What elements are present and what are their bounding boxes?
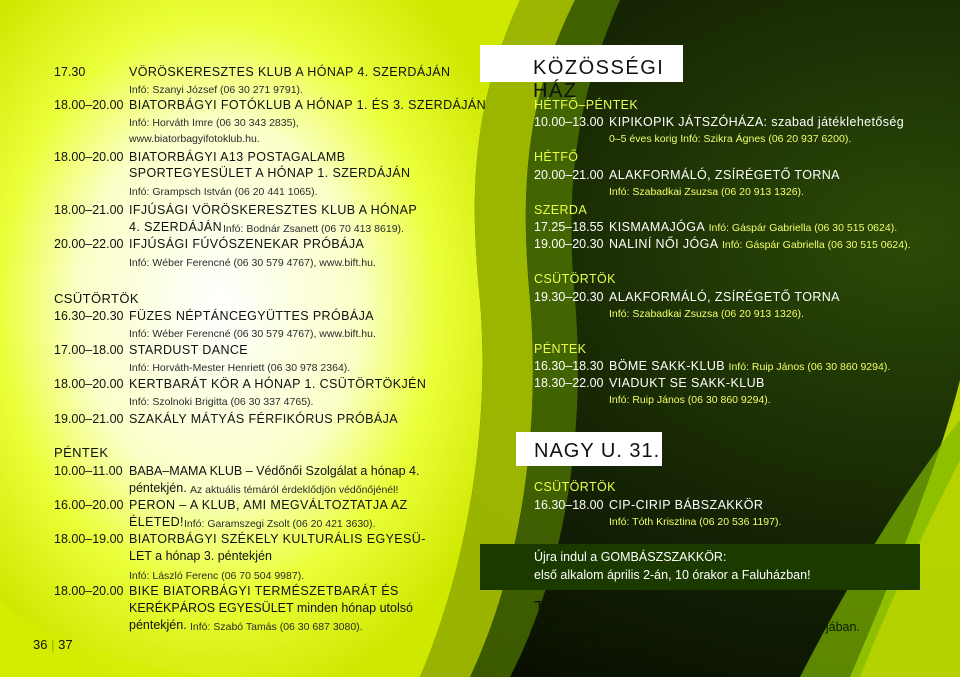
event-info: Infó: Bodnár Zsanett (06 70 413 8619). (223, 223, 404, 235)
event-info: Infó: Szolnoki Brigitta (06 30 337 4765). (129, 396, 314, 408)
list-item (534, 168, 944, 202)
event-title: VIADUKT SE SAKK-KLUB (609, 376, 765, 390)
event-title: BIATORBÁGYI FOTÓKLUB A HÓNAP 1. ÉS 3. SZERDÁJÁN (129, 98, 487, 112)
event-title-line (609, 237, 911, 251)
event-title-rest: szabad játéklehetőség (767, 115, 905, 129)
day-heading: SZERDA (534, 203, 588, 217)
event-time: 18.30–22.00 (534, 376, 604, 390)
event-title: NALINÍ NŐI JÓGA (609, 237, 719, 251)
event-title: IFJÚSÁGI FÚVÓSZENEKAR PRÓBÁJA (129, 237, 365, 251)
event-title (609, 115, 904, 129)
event-info: Infó: Szanyi József (06 30 271 9791). (129, 84, 303, 96)
list-item (54, 411, 464, 429)
page-number-separator: | (51, 637, 55, 652)
day-heading: PÉNTEK (534, 342, 587, 356)
event-title: KERTBARÁT KÖR A HÓNAP 1. CSÜTÖRTÖKJÉN (129, 377, 427, 391)
day-heading: HÉTFŐ (534, 150, 579, 164)
list-item (54, 64, 464, 100)
heading-box (480, 45, 683, 102)
page-numbers (33, 637, 73, 652)
event-title-cont: SPORTEGYESÜLET A HÓNAP 1. SZERDÁJÁN (129, 166, 411, 180)
heading-box (516, 432, 662, 466)
event-title: KISMAMAJÓGA (609, 220, 706, 234)
event-time: 18.00–20.00 (54, 584, 124, 598)
list-item (54, 463, 474, 497)
event-title: PERON – A KLUB, AMI MEGVÁLTOZTATJA AZ (129, 498, 408, 512)
event-time: 19.30–20.30 (534, 290, 604, 304)
event-title: BIATORBÁGYI SZÉKELY KULTURÁLIS EGYESÜ- (129, 532, 426, 546)
event-info: Infó: Tóth Krisztina (06 20 536 1197). (609, 516, 782, 528)
event-info: Infó: Szabadkai Zsuzsa (06 20 913 1326). (609, 308, 804, 320)
event-info: Infó: Szabadkai Zsuzsa (06 20 913 1326). (609, 186, 804, 198)
event-title: FÜZES NÉPTÁNCEGYÜTTES PRÓBÁJA (129, 309, 374, 323)
event-title: BABA–MAMA KLUB – Védőnői Szolgálat a hónap 4. (129, 464, 420, 478)
event-info: Infó: László Ferenc (06 70 504 9987). (129, 570, 305, 582)
event-info: Infó: Wéber Ferencné (06 30 579 4767), www.bift.hu. (129, 328, 376, 340)
day-heading: CSÜTÖRTÖK (534, 480, 616, 494)
list-item (54, 497, 474, 531)
event-title-cont: KERÉKPÁROS EGYESÜLET minden hónap utolsó (129, 601, 413, 615)
list-item (54, 342, 464, 378)
event-title-cont: ÉLETED! (129, 515, 184, 529)
market-line-2: További információ Facebookon: Termelői Piac Biatorbágy. (534, 639, 807, 651)
list-item (534, 115, 944, 149)
event-time: 16.30–18.30 (534, 359, 604, 373)
announcement-banner (480, 544, 920, 590)
list-item (54, 583, 474, 635)
event-info: Infó: Horváth-Mester Henriett (06 30 978 2364). (129, 362, 351, 374)
list-item (54, 376, 464, 412)
event-info: Infó: Gáspár Gabriella (06 30 515 0624). (721, 239, 911, 251)
event-title: ALAKFORMÁLÓ, ZSÍRÉGETŐ TORNA (609, 290, 840, 304)
event-link: www.biatorbagyifotoklub.hu. (129, 133, 260, 145)
event-time: 18.00–19.00 (54, 532, 124, 546)
event-info: Infó: Grampsch István (06 20 441 1065). (129, 186, 318, 198)
event-info: Infó: Ruip János (06 30 860 9294). (728, 361, 891, 373)
day-heading-thursday: CSÜTÖRTÖK (54, 291, 139, 306)
event-note: Infó: Garamszegi Zsolt (06 20 421 3630). (184, 518, 376, 530)
event-title-cont: 4. SZERDÁJÁN (129, 220, 223, 234)
event-time: 20.00–22.00 (54, 237, 124, 251)
event-title: ALAKFORMÁLÓ, ZSÍRÉGETŐ TORNA (609, 168, 840, 182)
event-time: 18.00–21.00 (54, 203, 124, 217)
event-time: 16.30–20.30 (54, 309, 124, 323)
event-title: IFJÚSÁGI VÖRÖSKERESZTES KLUB A HÓNAP (129, 203, 418, 217)
event-title: BIKE BIATORBÁGYI TERMÉSZETBARÁT ÉS (129, 584, 399, 598)
event-time: 19.00–20.30 (534, 237, 604, 251)
event-title-cont: péntekjén. (129, 481, 187, 495)
event-title: SZAKÁLY MÁTYÁS FÉRFIKÓRUS PRÓBÁJA (129, 412, 399, 426)
event-time: 20.00–21.00 (534, 168, 604, 182)
event-info: Infó: Horváth Imre (06 30 343 2835), (129, 117, 299, 129)
event-time: 10.00–13.00 (534, 115, 604, 129)
list-item (54, 97, 487, 149)
event-title: BÖME SAKK-KLUB (609, 359, 726, 373)
list-item (54, 308, 464, 344)
page-number-left: 36 (33, 637, 48, 652)
event-title: CIP-CIRIP BÁBSZAKKÖR (609, 498, 764, 512)
market-heading: TERMELŐI PIAC (534, 598, 687, 618)
event-title-cont: péntekjén. (129, 618, 187, 632)
day-heading: CSÜTÖRTÖK (534, 272, 616, 286)
list-item (534, 220, 954, 238)
event-info: Infó: Gáspár Gabriella (06 30 515 0624). (708, 222, 898, 234)
event-time: 17.00–18.00 (54, 343, 124, 357)
event-info: Infó: Ruip János (06 30 860 9294). (609, 394, 771, 406)
event-time: 10.00–11.00 (54, 464, 123, 478)
event-title: VÖRÖSKERESZTES KLUB A HÓNAP 4. SZERDÁJÁN (129, 65, 451, 79)
event-title-line (609, 220, 897, 234)
event-time: 17.30 (54, 65, 86, 79)
day-heading: HÉTFŐ–PÉNTEK (534, 98, 639, 112)
event-time: 16.30–18.00 (534, 498, 604, 512)
list-item (534, 290, 944, 324)
event-title: STARDUST DANCE (129, 343, 249, 357)
event-title-line (609, 359, 890, 373)
event-time: 19.00–21.00 (54, 412, 124, 426)
event-title-cont: LET a hónap 3. péntekjén (129, 549, 272, 563)
event-time: 18.00–20.00 (54, 150, 124, 164)
announcement-line-1: Újra indul a GOMBÁSZSZAKKÖR: (534, 550, 727, 564)
event-time: 17.25–18.55 (534, 220, 604, 234)
list-item (534, 237, 954, 255)
list-item (54, 202, 464, 238)
event-title-main: KIPIKOPIK JÁTSZÓHÁZA: (609, 115, 768, 129)
event-note: Infó: Szabó Tamás (06 30 687 3080). (190, 621, 363, 633)
market-line-1: Minden szombaton 7.00–12.00-ig, a Faluház parkolójában. (534, 620, 860, 634)
list-item (534, 359, 954, 377)
event-info: 0–5 éves korig Infó: Szikra Ágnes (06 20 937 6200). (609, 133, 852, 145)
announcement-line-2: első alkalom április 2-án, 10 órakor a Faluházban! (534, 568, 811, 582)
event-title: BIATORBÁGYI A13 POSTAGALAMB (129, 150, 346, 164)
page-number-right: 37 (58, 637, 73, 652)
day-heading-friday: PÉNTEK (54, 445, 109, 460)
list-item (534, 498, 944, 532)
section-heading: KÖZÖSSÉGI HÁZ (533, 57, 665, 102)
event-note: Az aktuális témáról érdeklődjön védőnőjénél! (190, 484, 399, 496)
list-item (54, 236, 464, 272)
event-info: Infó: Wéber Ferencné (06 30 579 4767), www.bift.hu. (129, 257, 376, 269)
section-heading: NAGY U. 31. (534, 440, 661, 462)
event-time: 16.00–20.00 (54, 498, 124, 512)
list-item (54, 149, 464, 201)
right-page (480, 0, 960, 677)
list-item (534, 376, 944, 410)
event-time: 18.00–20.00 (54, 98, 124, 112)
event-time: 18.00–20.00 (54, 377, 124, 391)
list-item (54, 531, 474, 583)
